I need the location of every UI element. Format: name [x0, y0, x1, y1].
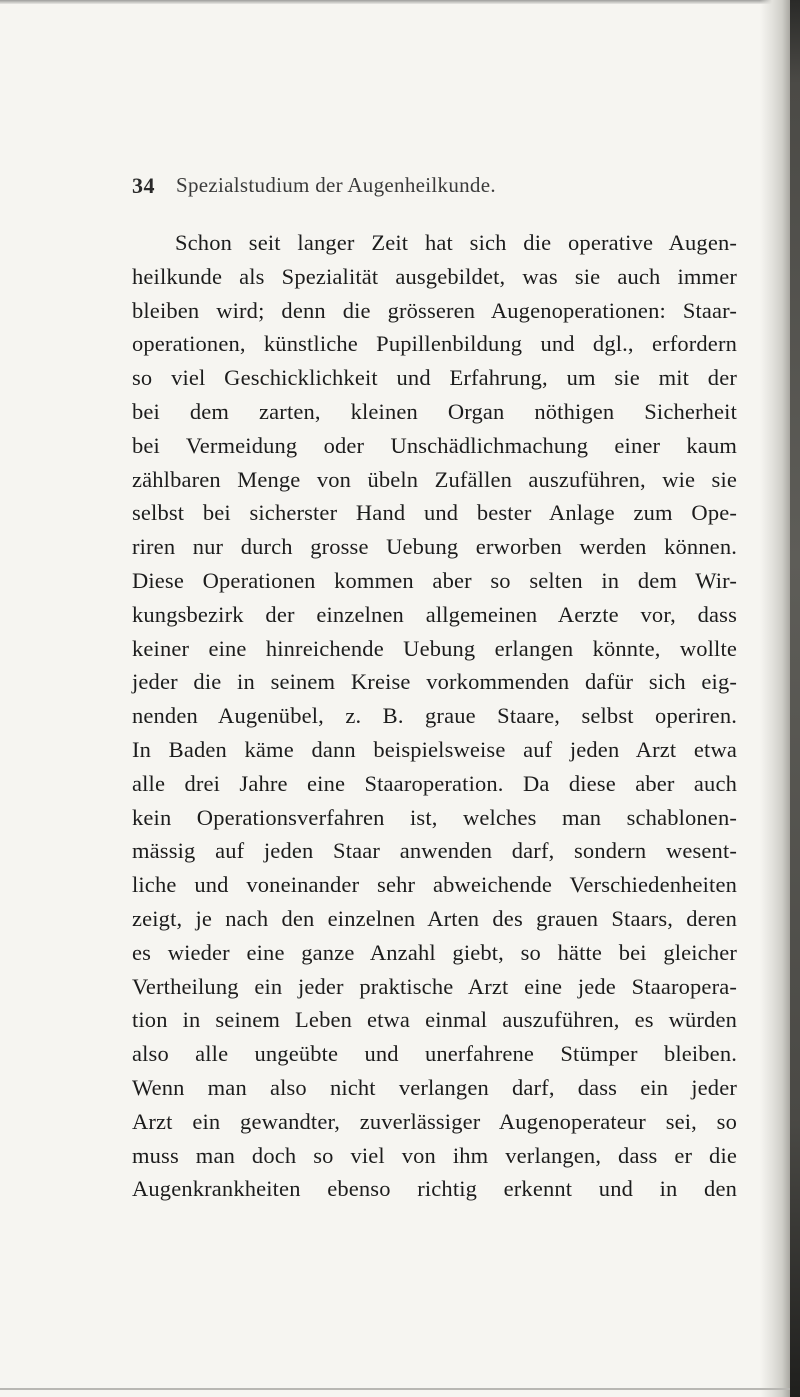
text-line: zählbaren Menge von übeln Zufällen auszuführen, wie sie — [132, 466, 737, 492]
text-line: liche und voneinander sehr abweichende Verschiedenheiten — [132, 872, 737, 898]
text-line: bei Vermeidung oder Unschädlichmachung einer kaum — [132, 432, 737, 458]
running-header — [132, 173, 732, 203]
text-line: Wenn man also nicht verlangen darf, dass ein jeder — [132, 1074, 737, 1100]
text-line: keiner eine hinreichende Uebung erlangen könnte, wollte — [132, 635, 737, 661]
text-line: Schon seit langer Zeit hat sich die operative Augen- — [175, 230, 737, 255]
text-line: operationen, künstliche Pupillenbildung und dgl., erfordern — [132, 331, 737, 357]
text-line: so viel Geschicklichkeit und Erfahrung, um sie mit der — [132, 365, 737, 391]
text-line: Diese Operationen kommen aber so selten in dem Wir- — [132, 567, 737, 593]
text-line: nenden Augenübel, z. B. graue Staare, selbst operiren. — [132, 703, 737, 729]
text-line: jeder die in seinem Kreise vorkommenden dafür sich eig- — [132, 669, 737, 695]
text-line: bleiben wird; denn die grösseren Augenoperationen: Staar- — [132, 297, 737, 323]
text-line: Vertheilung ein jeder praktische Arzt eine jede Staaropera- — [132, 973, 737, 999]
text-line: bei dem zarten, kleinen Organ nöthigen Sicherheit — [132, 398, 737, 424]
text-line: heilkunde als Spezialität ausgebildet, was sie auch immer — [132, 263, 737, 289]
text-line: kein Operationsverfahren ist, welches man schablonen- — [132, 804, 737, 830]
text-line: es wieder eine ganze Anzahl giebt, so hätte bei gleicher — [132, 939, 737, 965]
page-top-edge — [0, 0, 800, 4]
text-line: tion in seinem Leben etwa einmal auszuführen, es würden — [132, 1007, 737, 1033]
text-line: muss man doch so viel von ihm verlangen, dass er die — [132, 1142, 737, 1168]
text-line: riren nur durch grosse Uebung erworben werden können. — [132, 534, 737, 560]
binding-edge — [790, 0, 800, 1397]
text-line: mässig auf jeden Staar anwenden darf, sondern wesent- — [132, 838, 737, 864]
page-bottom-edge — [0, 1388, 790, 1390]
body-paragraph — [132, 226, 737, 1206]
text-line: also alle ungeübte und unerfahrene Stümper bleiben. — [132, 1041, 737, 1067]
text-line: selbst bei sicherster Hand und bester Anlage zum Ope- — [132, 500, 737, 526]
text-line: Augenkrankheiten ebenso richtig erkennt und in den — [132, 1176, 737, 1202]
text-line: alle drei Jahre eine Staaroperation. Da diese aber auch — [132, 770, 737, 796]
text-line: In Baden käme dann beispielsweise auf jeden Arzt etwa — [132, 736, 737, 762]
page-number: 34 — [132, 173, 155, 198]
running-title: Spezialstudium der Augenheilkunde. — [176, 173, 496, 197]
text-line: Arzt ein gewandter, zuverlässiger Augenoperateur sei, so — [132, 1108, 737, 1134]
text-line: kungsbezirk der einzelnen allgemeinen Aerzte vor, dass — [132, 601, 737, 627]
text-line: zeigt, je nach den einzelnen Arten des grauen Staars, deren — [132, 905, 737, 931]
